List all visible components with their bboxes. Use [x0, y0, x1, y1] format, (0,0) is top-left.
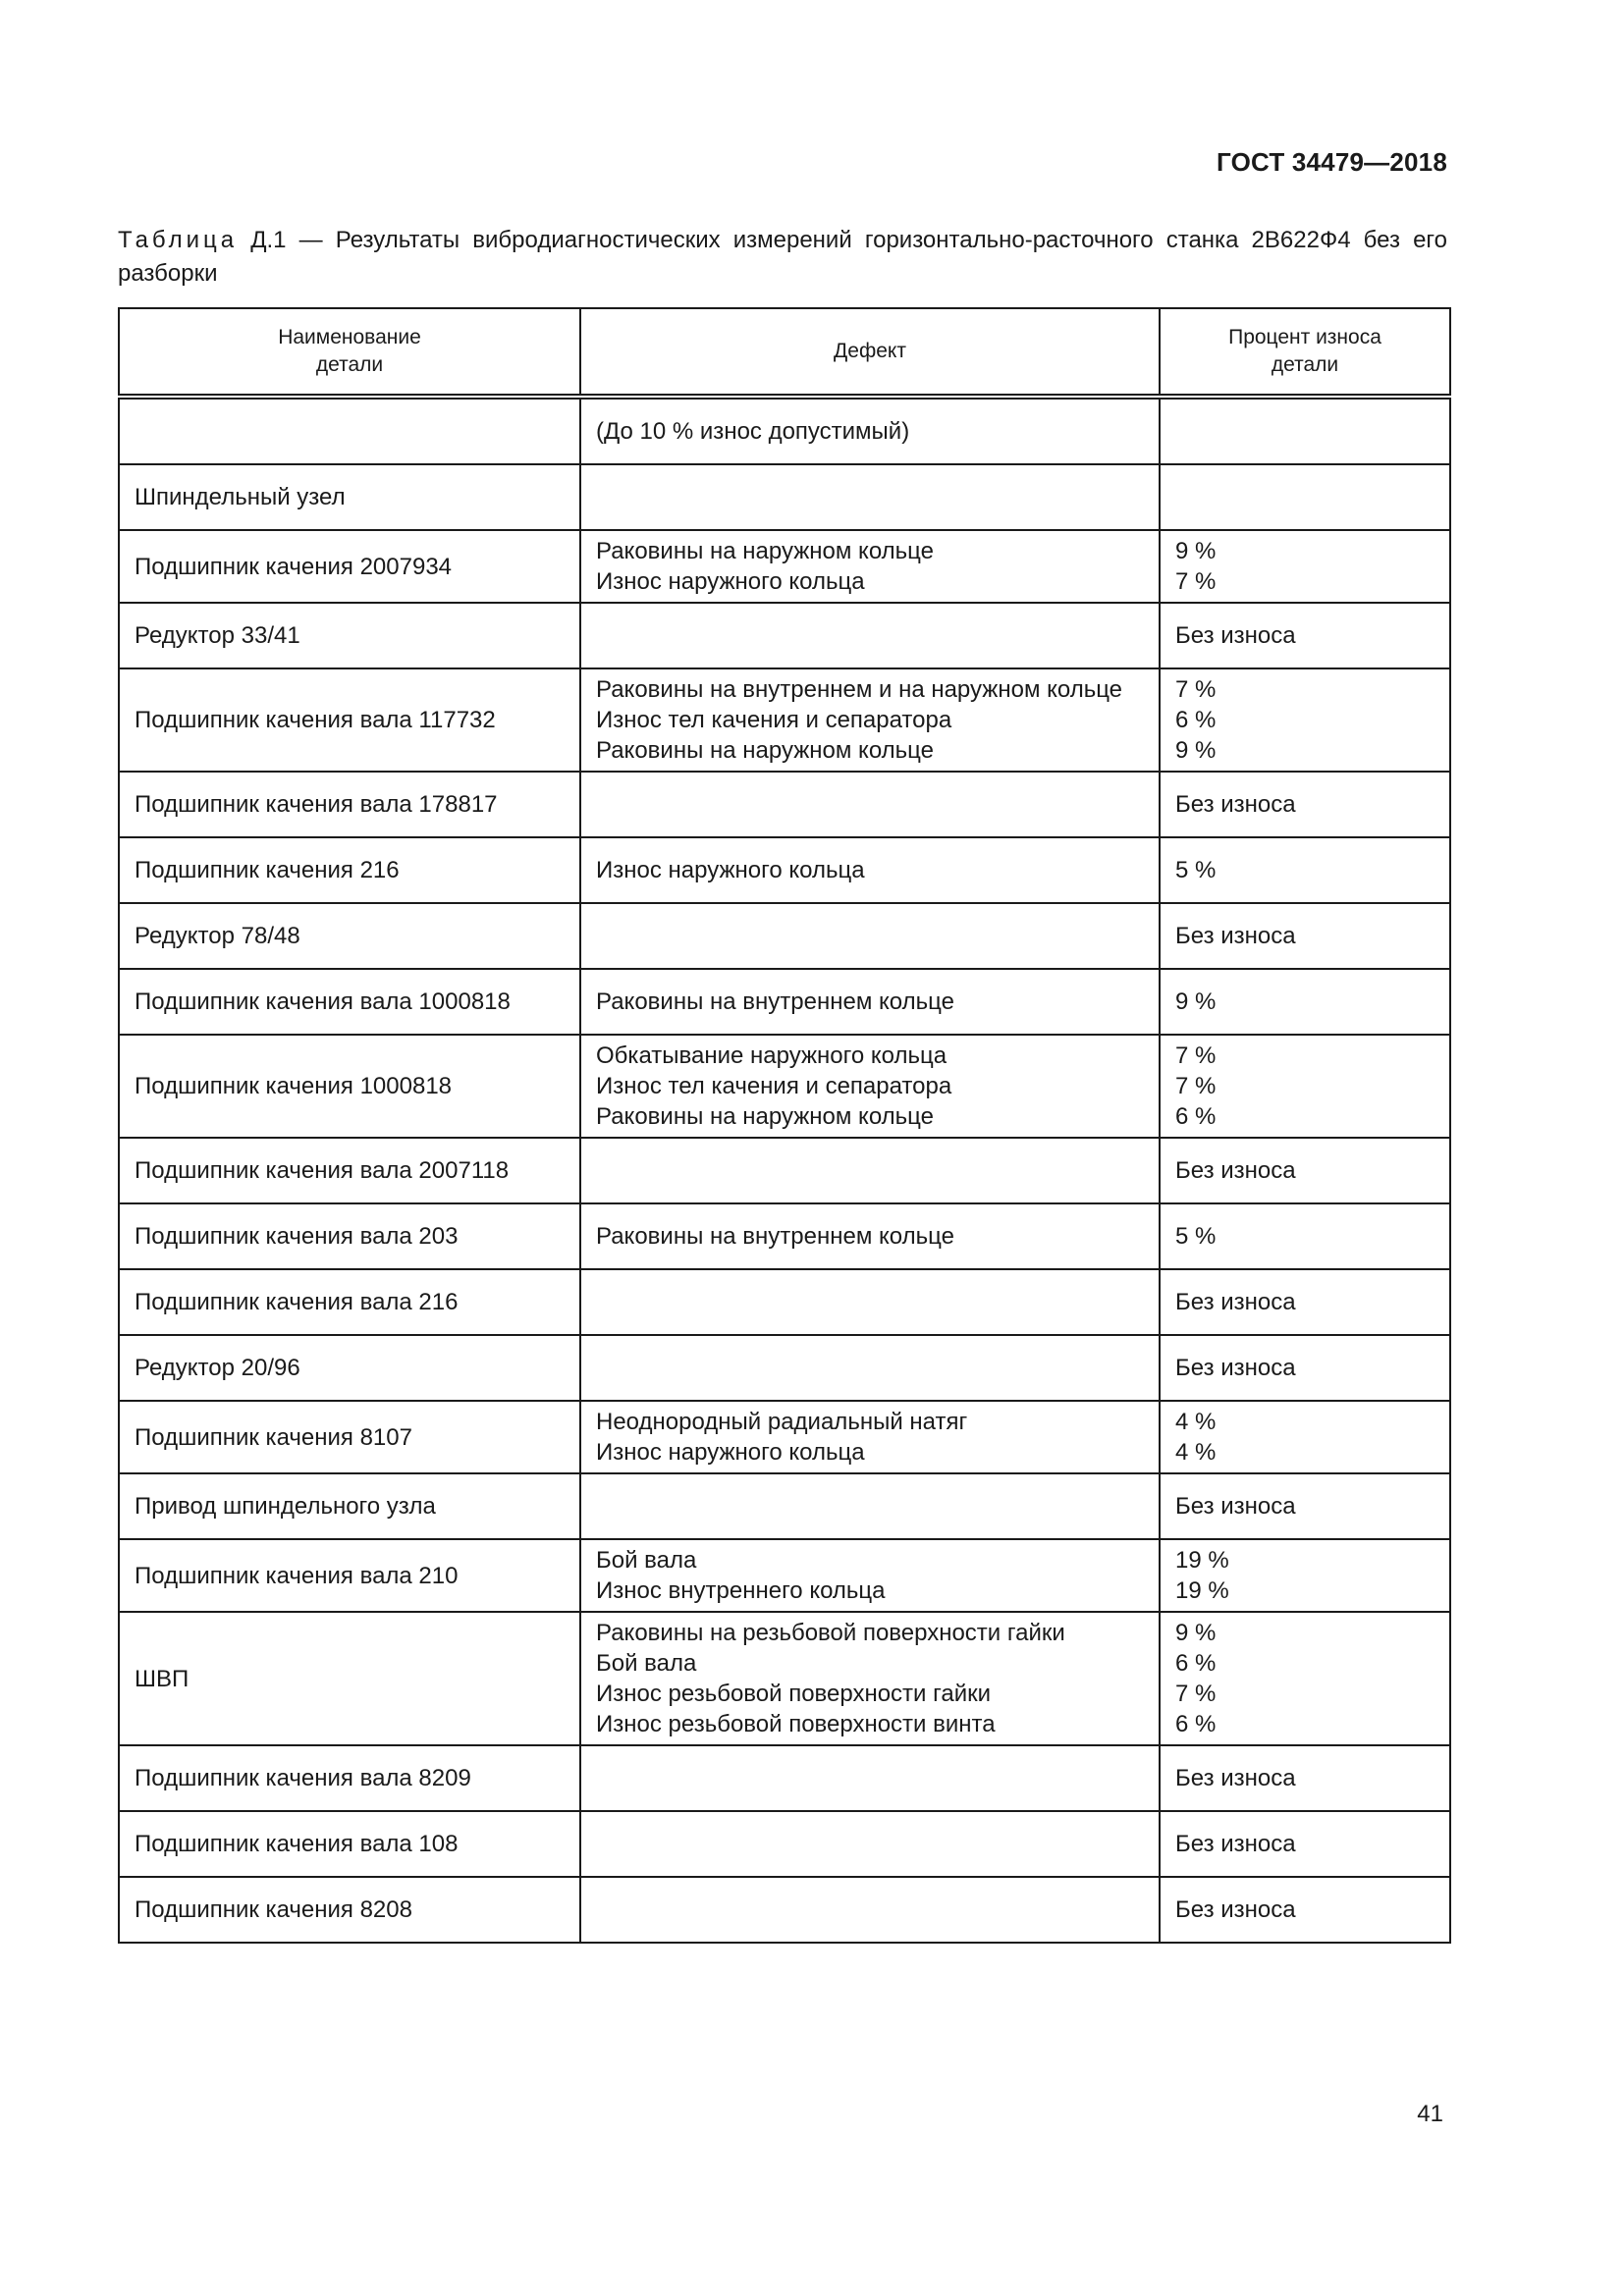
cell-defects: [580, 1401, 1160, 1473]
defect-line: Бой вала: [596, 1547, 697, 1574]
cell-part-name: Привод шпиндельного узла: [119, 1473, 580, 1539]
wear-line: 5 %: [1175, 1223, 1217, 1250]
table-header-row: [119, 308, 1450, 397]
defect-line: Износ тел качения и сепаратора: [596, 1073, 952, 1099]
wear-line: 7 %: [1175, 1681, 1217, 1707]
wear-line: Без износа: [1175, 923, 1296, 949]
cell-part-name: Подшипник качения вала 8209: [119, 1745, 580, 1811]
cell-defects: [580, 603, 1160, 668]
cell-part-name: Подшипник качения вала 210: [119, 1539, 580, 1612]
table-row: [119, 1138, 1450, 1203]
cell-defects: [580, 1539, 1160, 1612]
table-row: [119, 464, 1450, 530]
table-row: [119, 530, 1450, 603]
cell-wear-percent: [1160, 397, 1450, 464]
table-caption-label: Таблица: [118, 227, 239, 253]
wear-line: Без износа: [1175, 1493, 1296, 1520]
defect-line: Износ наружного кольца: [596, 857, 865, 883]
cell-wear-percent: [1160, 1539, 1450, 1612]
cell-defects: [580, 1745, 1160, 1811]
wear-line: 6 %: [1175, 1650, 1217, 1677]
cell-defects: [580, 1612, 1160, 1745]
cell-wear-percent: [1160, 772, 1450, 837]
wear-line: 6 %: [1175, 1103, 1217, 1130]
column-header-part: [119, 308, 580, 397]
cell-part-name: Шпиндельный узел: [119, 464, 580, 530]
wear-line: 6 %: [1175, 1711, 1217, 1737]
column-header-defect: [580, 308, 1160, 397]
cell-part-name: ШВП: [119, 1612, 580, 1745]
cell-wear-percent: [1160, 1203, 1450, 1269]
cell-wear-percent: [1160, 1335, 1450, 1401]
cell-defects: [580, 772, 1160, 837]
wear-line: Без износа: [1175, 1831, 1296, 1857]
cell-wear-percent: [1160, 1269, 1450, 1335]
wear-line: 7 %: [1175, 1073, 1217, 1099]
defect-line: Раковины на наружном кольце: [596, 538, 934, 564]
cell-wear-percent: [1160, 1745, 1450, 1811]
cell-defects: [580, 1035, 1160, 1138]
cell-defects: [580, 1138, 1160, 1203]
defect-line: Износ резьбовой поверхности винта: [596, 1711, 996, 1737]
table-caption-text: — Результаты вибродиагностических измерений горизонтально-расточного станка 2В622Ф4 без его разборки: [118, 227, 1448, 287]
cell-wear-percent: [1160, 464, 1450, 530]
defect-line: (До 10 % износ допустимый): [596, 418, 910, 445]
defect-line: Раковины на наружном кольце: [596, 1103, 934, 1130]
cell-defects: [580, 668, 1160, 772]
cell-part-name: Подшипник качения вала 203: [119, 1203, 580, 1269]
cell-wear-percent: [1160, 603, 1450, 668]
wear-line: Без износа: [1175, 1896, 1296, 1923]
cell-defects: [580, 1811, 1160, 1877]
wear-line: Без износа: [1175, 1355, 1296, 1381]
cell-defects: [580, 969, 1160, 1035]
table-row: [119, 1877, 1450, 1943]
defect-line: Раковины на резьбовой поверхности гайки: [596, 1620, 1065, 1646]
cell-wear-percent: [1160, 903, 1450, 969]
table-caption-number: Д.1: [250, 227, 287, 253]
table-row: [119, 903, 1450, 969]
column-header-wear-text: Процент износа детали: [1228, 326, 1381, 376]
defect-line: Износ резьбовой поверхности гайки: [596, 1681, 991, 1707]
table-row: [119, 772, 1450, 837]
defect-line: Раковины на внутреннем кольце: [596, 988, 954, 1015]
cell-defects: [580, 1877, 1160, 1943]
wear-line: 9 %: [1175, 737, 1217, 764]
table-row: [119, 668, 1450, 772]
wear-line: Без износа: [1175, 1289, 1296, 1315]
defect-line: Износ внутреннего кольца: [596, 1577, 886, 1604]
cell-part-name: Редуктор 20/96: [119, 1335, 580, 1401]
wear-line: 4 %: [1175, 1439, 1217, 1466]
table-row: [119, 1745, 1450, 1811]
defect-line: Износ наружного кольца: [596, 1439, 865, 1466]
cell-wear-percent: [1160, 1138, 1450, 1203]
table-row: [119, 1539, 1450, 1612]
table-row: [119, 1401, 1450, 1473]
cell-wear-percent: [1160, 1811, 1450, 1877]
cell-defects: [580, 837, 1160, 903]
cell-defects: [580, 1335, 1160, 1401]
table-row: [119, 1335, 1450, 1401]
cell-part-name: Подшипник качения 1000818: [119, 1035, 580, 1138]
wear-line: 6 %: [1175, 707, 1217, 733]
table-row: [119, 603, 1450, 668]
cell-part-name: Подшипник качения 8107: [119, 1401, 580, 1473]
cell-part-name: Редуктор 33/41: [119, 603, 580, 668]
wear-line: Без износа: [1175, 1157, 1296, 1184]
defect-line: Износ тел качения и сепаратора: [596, 707, 952, 733]
wear-line: 7 %: [1175, 1042, 1217, 1069]
cell-part-name: [119, 397, 580, 464]
column-header-defect-text: Дефект: [834, 340, 906, 362]
defect-line: Неоднородный радиальный натяг: [596, 1409, 968, 1435]
cell-wear-percent: [1160, 668, 1450, 772]
defect-line: Раковины на наружном кольце: [596, 737, 934, 764]
wear-line: Без износа: [1175, 791, 1296, 818]
cell-wear-percent: [1160, 530, 1450, 603]
cell-part-name: Подшипник качения 2007934: [119, 530, 580, 603]
wear-line: Без износа: [1175, 1765, 1296, 1791]
cell-defects: [580, 464, 1160, 530]
defect-line: Износ наружного кольца: [596, 568, 865, 595]
cell-defects: [580, 1473, 1160, 1539]
cell-part-name: Подшипник качения вала 178817: [119, 772, 580, 837]
page-number: 41: [1417, 2101, 1443, 2127]
defect-line: Обкатывание наружного кольца: [596, 1042, 947, 1069]
table-row: [119, 1203, 1450, 1269]
table-row: [119, 1612, 1450, 1745]
defect-line: Раковины на внутреннем и на наружном кольце: [596, 676, 1123, 703]
table-row: [119, 397, 1450, 464]
document-standard-id: ГОСТ 34479—2018: [1217, 147, 1447, 177]
wear-line: 9 %: [1175, 538, 1217, 564]
cell-part-name: Подшипник качения вала 1000818: [119, 969, 580, 1035]
cell-wear-percent: [1160, 1035, 1450, 1138]
table-row: [119, 1269, 1450, 1335]
table-caption: [118, 224, 1447, 291]
wear-line: 5 %: [1175, 857, 1217, 883]
wear-line: 19 %: [1175, 1577, 1229, 1604]
wear-line: 19 %: [1175, 1547, 1229, 1574]
column-header-part-text: Наименование детали: [278, 326, 421, 376]
table-row: [119, 1811, 1450, 1877]
table-row: [119, 837, 1450, 903]
vibrodiagnostics-table: [118, 307, 1451, 1944]
cell-wear-percent: [1160, 1877, 1450, 1943]
cell-part-name: Подшипник качения 216: [119, 837, 580, 903]
cell-part-name: Подшипник качения вала 108: [119, 1811, 580, 1877]
table-row: [119, 1473, 1450, 1539]
wear-line: 4 %: [1175, 1409, 1217, 1435]
defect-line: Бой вала: [596, 1650, 697, 1677]
wear-line: 9 %: [1175, 1620, 1217, 1646]
column-header-wear: [1160, 308, 1450, 397]
table-body: [119, 397, 1450, 1943]
cell-wear-percent: [1160, 969, 1450, 1035]
cell-defects: [580, 1269, 1160, 1335]
cell-defects: [580, 530, 1160, 603]
wear-line: Без износа: [1175, 622, 1296, 649]
defect-line: Раковины на внутреннем кольце: [596, 1223, 954, 1250]
cell-wear-percent: [1160, 1473, 1450, 1539]
cell-wear-percent: [1160, 1401, 1450, 1473]
cell-wear-percent: [1160, 1612, 1450, 1745]
table-row: [119, 969, 1450, 1035]
wear-line: 9 %: [1175, 988, 1217, 1015]
cell-defects: [580, 1203, 1160, 1269]
cell-wear-percent: [1160, 837, 1450, 903]
cell-part-name: Подшипник качения вала 2007118: [119, 1138, 580, 1203]
cell-part-name: Редуктор 78/48: [119, 903, 580, 969]
cell-part-name: Подшипник качения вала 216: [119, 1269, 580, 1335]
cell-part-name: Подшипник качения вала 117732: [119, 668, 580, 772]
cell-defects: [580, 903, 1160, 969]
cell-defects: [580, 397, 1160, 464]
cell-part-name: Подшипник качения 8208: [119, 1877, 580, 1943]
wear-line: 7 %: [1175, 568, 1217, 595]
wear-line: 7 %: [1175, 676, 1217, 703]
table-row: [119, 1035, 1450, 1138]
